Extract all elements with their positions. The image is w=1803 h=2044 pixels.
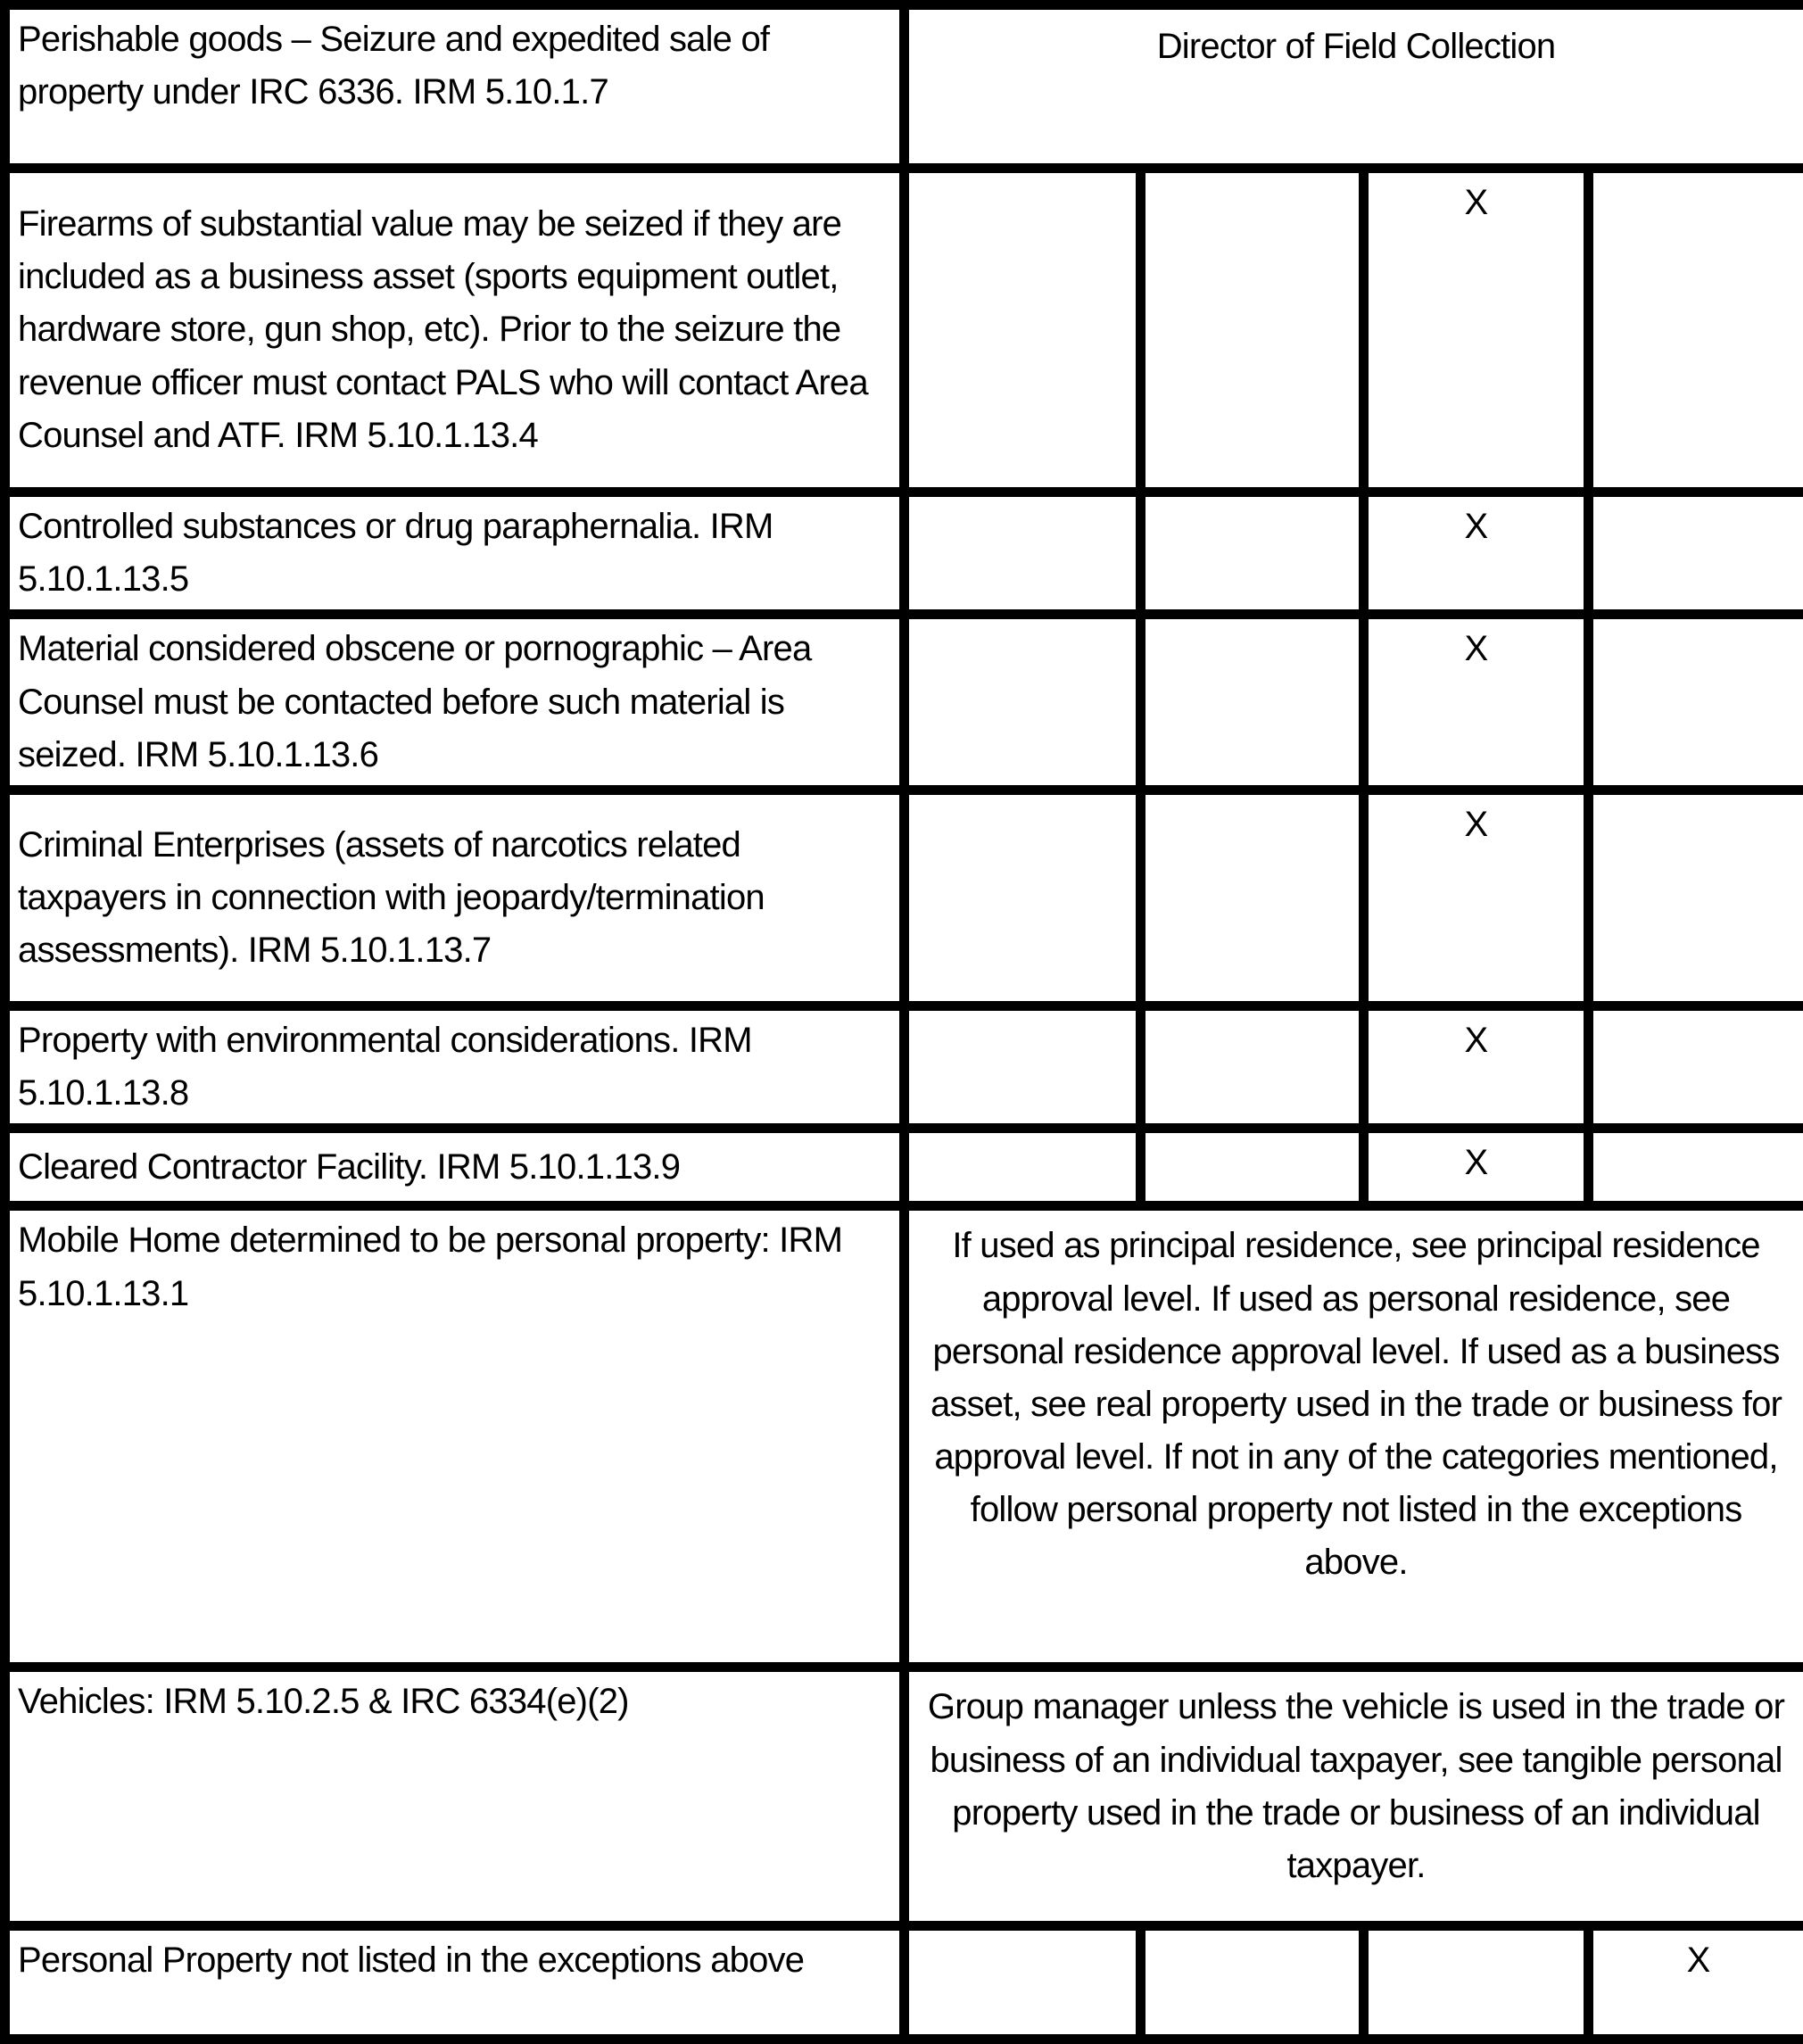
approval-mark-cell-2 <box>1141 1926 1364 2040</box>
approval-mark-cell-4 <box>1589 169 1803 492</box>
approval-mark-cell-1 <box>905 169 1141 492</box>
approval-header-cell: Director of Field Collection <box>905 5 1803 169</box>
approval-mark-cell-2 <box>1141 1005 1364 1128</box>
table-row-environmental-property <box>5 1005 1803 1128</box>
approval-mark-cell-1 <box>905 1005 1141 1128</box>
approval-mark-cell-1 <box>905 1129 1141 1206</box>
description-cell-environmental-property: Property with environmental considerations. IRM 5.10.1.13.8 <box>5 1005 905 1128</box>
approval-mark-cell-3: X <box>1364 615 1589 790</box>
approval-mark-cell-3: X <box>1364 1129 1589 1206</box>
approval-mark-cell-2 <box>1141 492 1364 615</box>
approval-mark-cell-3 <box>1364 1926 1589 2040</box>
description-cell-firearms: Firearms of substantial value may be seized if they are included as a business asset (sports equipment outlet, hardware store, gun shop, etc). Prior to the seizure the revenue officer must contact PALS who will contact Area Counsel and ATF. IRM 5.10.1.13.4 <box>5 169 905 492</box>
approval-mark-cell-3: X <box>1364 790 1589 1005</box>
approval-mark-cell-2 <box>1141 169 1364 492</box>
approval-mark-cell-3: X <box>1364 169 1589 492</box>
description-cell-perishable-goods: Perishable goods – Seizure and expedited sale of property under IRC 6336. IRM 5.10.1.7 <box>5 5 905 169</box>
approval-mark-cell-1 <box>905 615 1141 790</box>
approval-mark-cell-4 <box>1589 1005 1803 1128</box>
approval-mark-cell-2 <box>1141 1129 1364 1206</box>
approval-mark-cell-1 <box>905 1926 1141 2040</box>
description-cell-mobile-home: Mobile Home determined to be personal property: IRM 5.10.1.13.1 <box>5 1206 905 1667</box>
approval-mark-cell-4: X <box>1589 1926 1803 2040</box>
description-cell-criminal-enterprises: Criminal Enterprises (assets of narcotics related taxpayers in connection with jeopardy/termination assessments). IRM 5.10.1.13.7 <box>5 790 905 1005</box>
table-row-mobile-home <box>5 1206 1803 1667</box>
description-cell-personal-property-other: Personal Property not listed in the exceptions above <box>5 1926 905 2040</box>
approval-mark-cell-3: X <box>1364 492 1589 615</box>
description-cell-cleared-contractor: Cleared Contractor Facility. IRM 5.10.1.13.9 <box>5 1129 905 1206</box>
approval-mark-cell-2 <box>1141 790 1364 1005</box>
table-row-vehicles <box>5 1667 1803 1926</box>
approval-mark-cell-4 <box>1589 790 1803 1005</box>
approval-mark-cell-1 <box>905 492 1141 615</box>
description-cell-obscene-material: Material considered obscene or pornographic – Area Counsel must be contacted before such material is seized. IRM 5.10.1.13.6 <box>5 615 905 790</box>
approval-mark-cell-4 <box>1589 615 1803 790</box>
approval-mark-cell-4 <box>1589 492 1803 615</box>
table-row-criminal-enterprises <box>5 790 1803 1005</box>
table-row-cleared-contractor <box>5 1129 1803 1206</box>
approval-text-cell-vehicles: Group manager unless the vehicle is used in the trade or business of an individual taxpayer, see tangible personal property used in the trade or business of an individual taxpayer. <box>905 1667 1803 1926</box>
approval-text-cell-mobile-home: If used as principal residence, see principal residence approval level. If used as personal residence, see personal residence approval level. If used as a business asset, see real property used in the trade or business for approval level. If not in any of the categories mentioned, follow personal property not listed in the exceptions above. <box>905 1206 1803 1667</box>
table-row-obscene-material <box>5 615 1803 790</box>
approval-mark-cell-3: X <box>1364 1005 1589 1128</box>
table-row-personal-property-other <box>5 1926 1803 2040</box>
approval-mark-cell-4 <box>1589 1129 1803 1206</box>
table-row-perishable-goods <box>5 5 1803 169</box>
table-row-firearms <box>5 169 1803 492</box>
description-cell-controlled-substances: Controlled substances or drug paraphernalia. IRM 5.10.1.13.5 <box>5 492 905 615</box>
description-cell-vehicles: Vehicles: IRM 5.10.2.5 & IRC 6334(e)(2) <box>5 1667 905 1926</box>
approval-mark-cell-2 <box>1141 615 1364 790</box>
table-row-controlled-substances <box>5 492 1803 615</box>
approval-mark-cell-1 <box>905 790 1141 1005</box>
